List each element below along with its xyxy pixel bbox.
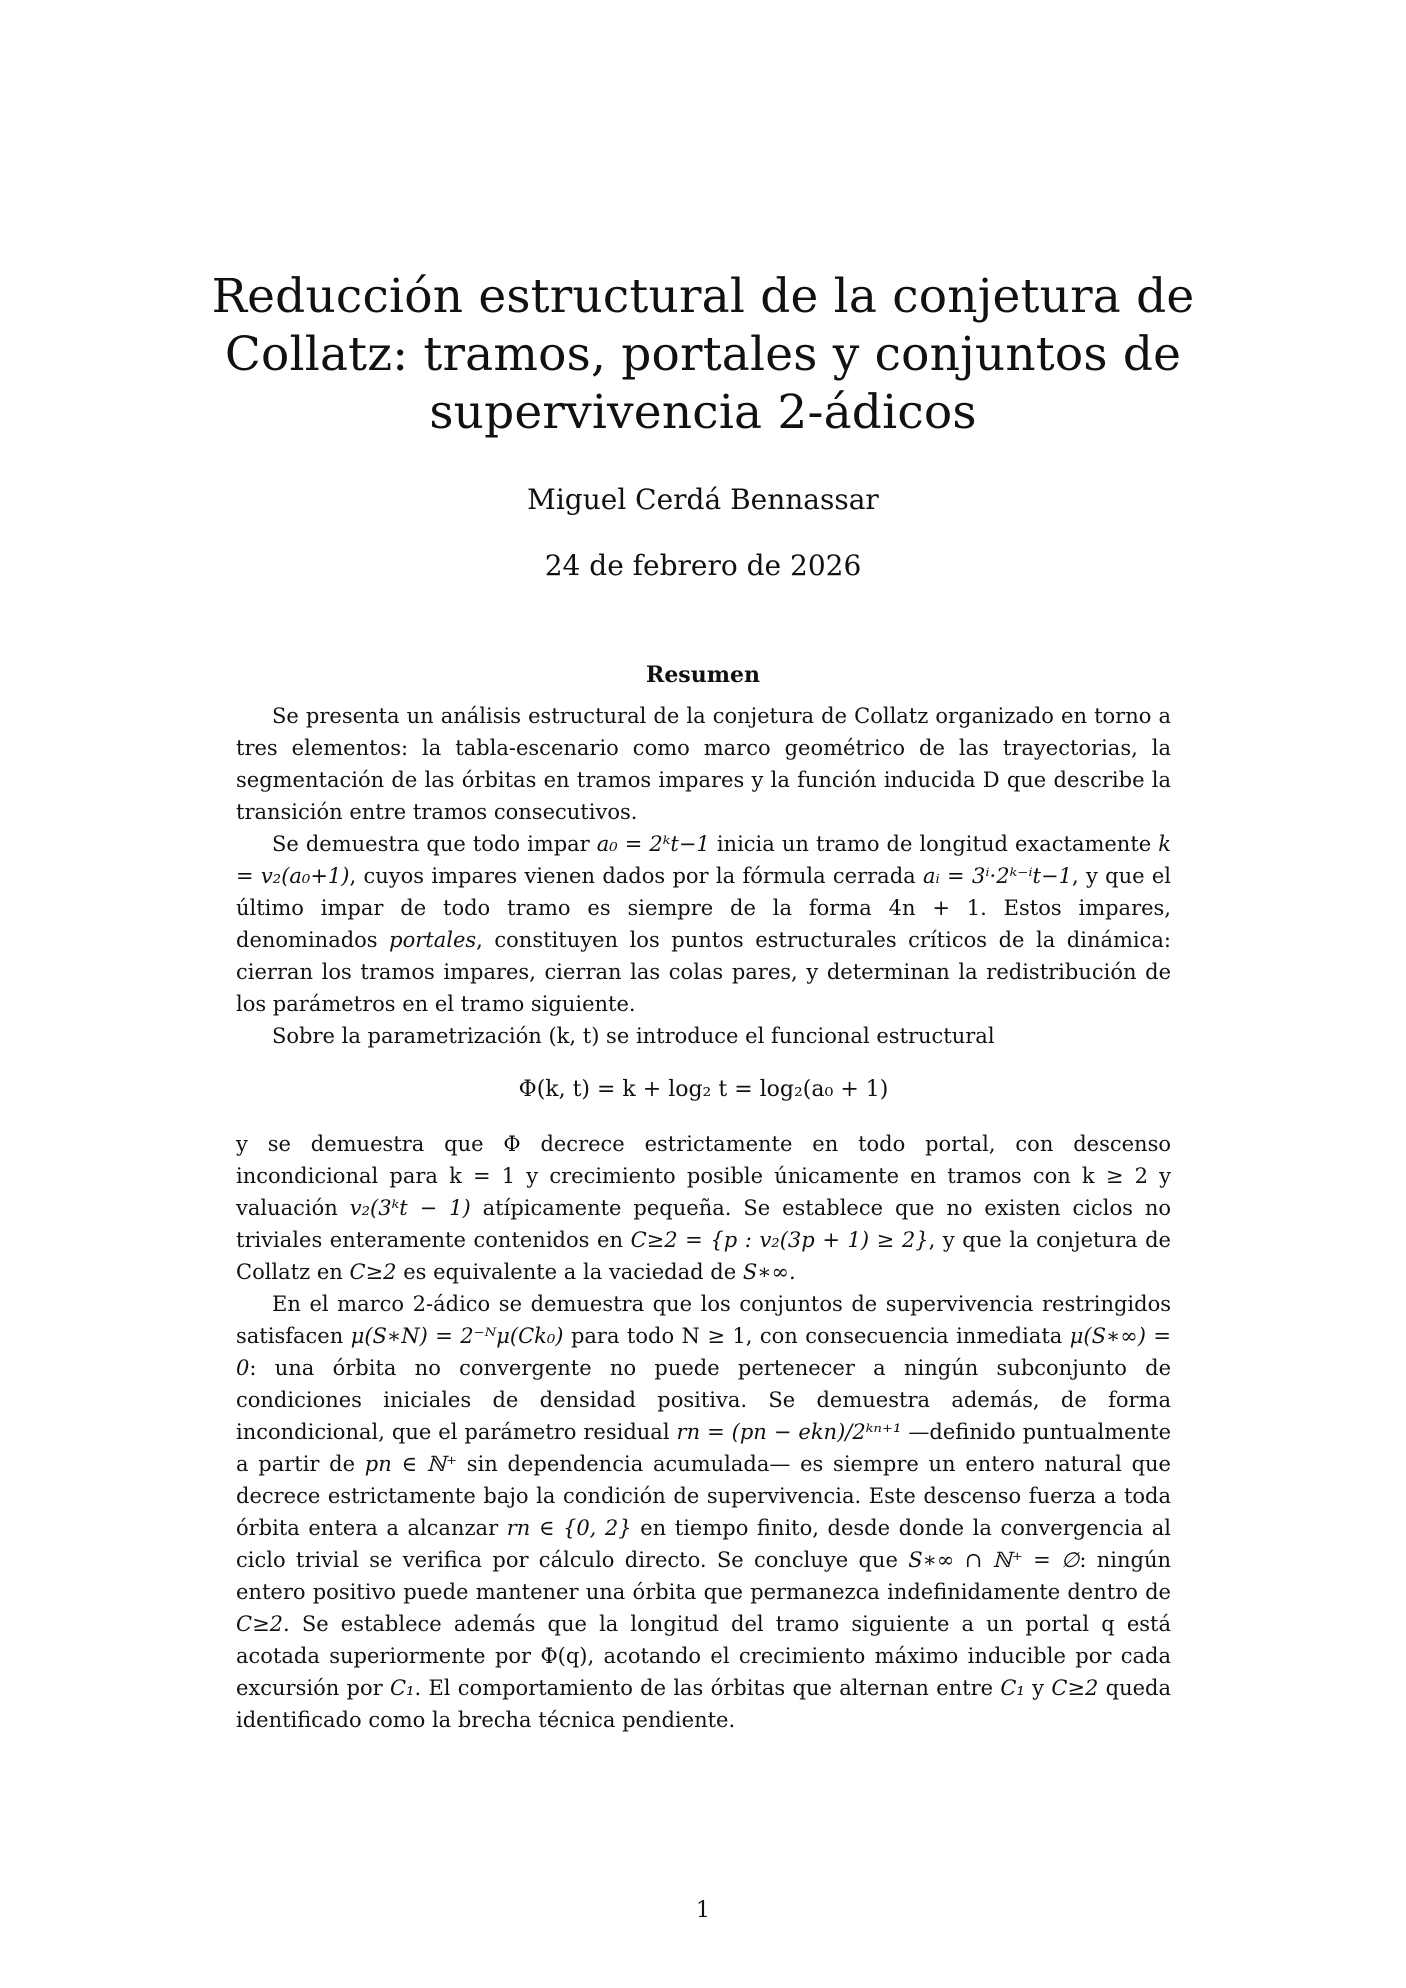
math-inline: C≥2 [1051,1676,1099,1700]
author-name: Miguel Cerdá Bennassar [527,483,879,516]
title-line: Collatz: tramos, portales y conjuntos de [224,327,1182,382]
abstract-text: en tiempo finito, desde donde la convergencia al ciclo trivial se verifica por cálculo directo. Se concluye que [236,1516,1171,1572]
abstract-paragraph [236,700,1171,828]
abstract-paragraph [236,828,1171,1020]
abstract-text: y se demuestra que Φ decrece estrictamente en todo portal, con descenso incondicional para k = 1 y crecimiento posible únicamente en tramos con k ≥ 2 y valuación [236,1132,1171,1220]
math-inline: a₀ = 2ᵏt−1 [596,832,710,856]
abstract-text: para todo N ≥ 1, con consecuencia inmediata [563,1324,1070,1348]
math-inline: aᵢ = 3ⁱ·2ᵏ⁻ⁱt−1 [922,864,1072,888]
abstract-text: Se demuestra que todo impar [272,832,597,856]
title-line: supervivencia 2-ádicos [429,385,977,440]
abstract-paragraph [236,1128,1171,1288]
emphasis-portales: portales [389,928,477,952]
math-inline: v₂(3ᵏt − 1) [349,1196,471,1220]
display-equation: Φ(k, t) = k + log₂ t = log₂(a₀ + 1) [518,1077,889,1102]
page-number: 1 [696,1898,710,1923]
abstract-text: y [1024,1676,1052,1700]
math-inline: C₁ [389,1676,415,1700]
abstract-body [236,700,1171,1736]
abstract-text: , cuyos impares vienen dados por la fórmula cerrada [349,864,923,888]
abstract-text: es equivalente a la vaciedad de [396,1260,743,1284]
abstract-text: , y que la conjetura de Collatz en [236,1228,1171,1284]
paper-title [203,268,1203,442]
math-inline: pn ∈ ℕ⁺ [364,1452,458,1476]
math-inline: S∗∞. [742,1260,796,1284]
abstract-text: . Se establece además que la longitud del tramo siguiente a un portal q está acotada superiormente por Φ(q), acotando el crecimiento máximo inducible por cada excursión por [236,1612,1171,1700]
abstract-paragraph [236,1288,1171,1736]
publication-date: 24 de febrero de 2026 [544,549,862,582]
abstract-text: : una órbita no convergente no puede pertenecer a ningún subconjunto de condiciones iniciales de densidad positiva. Se demuestra además, de forma incondicional, que el parámetro residual [236,1356,1171,1444]
abstract-text: Sobre la parametrización (k, t) se introduce el funcional estructural [272,1024,995,1048]
math-inline: k = v₂(a₀+1) [236,832,1171,888]
abstract-text: sin dependencia acumulada— es siempre un entero natural que decrece estrictamente bajo la condición de supervivencia. Este descenso fuerza a toda órbita entera a alcanzar [236,1452,1171,1540]
math-inline: S∗∞ ∩ ℕ⁺ = ∅ [908,1548,1080,1572]
abstract-text: Se presenta un análisis estructural de la conjetura de Collatz organizado en torno a tres elementos: la tabla-escenario como marco geométrico de las trayectorias, la segmentación de las órbitas en tramos impares y la función inducida D que describe la transición entre tramos consecutivos. [236,704,1171,824]
abstract-text: , y que el último impar de todo tramo es siempre de la forma 4n + 1. Estos impares, denominados [236,864,1171,952]
math-inline: rn ∈ {0, 2} [506,1516,632,1540]
abstract-text: —definido puntualmente a partir de [236,1420,1171,1476]
title-line: Reducción estructural de la conjetura de [211,269,1195,324]
math-inline: C≥2 [236,1612,284,1636]
math-inline: μ(S∗∞) = 0 [236,1324,1171,1380]
math-inline: C≥2 [349,1260,397,1284]
abstract-text: queda identificado como la brecha técnica pendiente. [236,1676,1172,1732]
abstract-text: inicia un tramo de longitud exactamente [709,832,1159,856]
math-inline: C≥2 = {p : v₂(3p + 1) ≥ 2} [630,1228,929,1252]
abstract-text: , constituyen los puntos estructurales críticos de la dinámica: cierran los tramos impares, cierran las colas pares, y determinan la redistribución de los parámetros en el tramo siguiente. [236,928,1171,1016]
abstract-text: En el marco 2-ádico se demuestra que los conjuntos de supervivencia restringidos satisfacen [236,1292,1171,1348]
abstract-text: atípicamente pequeña. Se establece que no existen ciclos no triviales enteramente contenidos en [236,1196,1171,1252]
abstract-paragraph [236,1020,1171,1052]
math-inline: μ(S∗N) = 2⁻ᴺμ(Ck₀) [350,1324,564,1348]
abstract-text: : ningún entero positivo puede mantener una órbita que permanezca indefinidamente dentro de [236,1548,1172,1604]
abstract-heading: Resumen [646,662,760,688]
math-inline: C₁ [1000,1676,1025,1700]
abstract-text: . El comportamiento de las órbitas que alternan entre [414,1676,1001,1700]
math-inline: rn = (pn − ekn)/2ᵏⁿ⁺¹ [676,1420,902,1444]
